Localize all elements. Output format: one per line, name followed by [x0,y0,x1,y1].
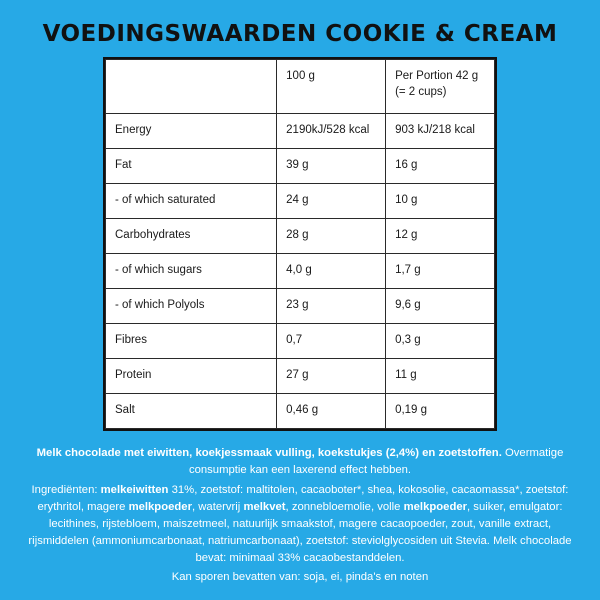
row-label: Fat [106,149,277,184]
legal-text-block [0,445,600,586]
table-row [106,149,495,184]
row-value-100g: 24 g [277,184,386,219]
header-cell-per-100g: 100 g [277,60,386,114]
product-description [26,445,574,479]
table-header-row [106,60,495,114]
row-value-100g: 23 g [277,289,386,324]
row-label: - of which saturated [106,184,277,219]
header-portion-line1: Per Portion 42 g [395,70,479,82]
nutrition-table-container [103,57,497,431]
ingredients-label: Ingrediënten: [31,483,101,496]
product-description-rest: Overmatige consumptie kan een laxerend effect hebben. [188,447,564,476]
row-value-portion: 11 g [386,359,495,394]
row-label: Protein [106,359,277,394]
row-value-100g: 28 g [277,219,386,254]
row-value-portion: 10 g [386,184,495,219]
row-value-100g: 2190kJ/528 kcal [277,114,386,149]
row-value-100g: 0,46 g [277,394,386,429]
ingredients-paragraph [26,482,574,567]
row-value-portion: 12 g [386,219,495,254]
header-portion-line2: (= 2 cups) [395,85,447,98]
row-value-portion: 16 g [386,149,495,184]
ingredients-list: melkeiwitten 31%, zoetstof: maltitolen, cacaoboter*, shea, kokosolie, cacaomassa*, zoetstof: erythritol, magere melkpoeder, watervrij melkvet, zonnebloemolie, volle melkpoeder, suiker, emulgator: lecithines, rijstebloem, maiszetmeel, natuurlijk smaakstof, magere cacaopoeder, zout, vanille extract, rijsmiddelen (ammoniumcarbonaat, natriumcarbonaat), zoetstof: steviolglycosiden uit Stevia. Melk chocolade bevat: minimaal 33% cacaobestanddelen. [28,483,572,564]
table-row [106,219,495,254]
row-label: Salt [106,394,277,429]
row-value-100g: 39 g [277,149,386,184]
table-row [106,289,495,324]
row-value-100g: 27 g [277,359,386,394]
row-value-portion: 0,3 g [386,324,495,359]
allergen-statement: Kan sporen bevatten van: soja, ei, pinda's en noten [171,570,429,583]
row-label: Carbohydrates [106,219,277,254]
row-value-portion: 1,7 g [386,254,495,289]
row-value-portion: 9,6 g [386,289,495,324]
header-cell-empty [106,60,277,114]
table-row [106,184,495,219]
row-label: Energy [106,114,277,149]
table-row [106,254,495,289]
row-label: - of which sugars [106,254,277,289]
row-value-100g: 0,7 [277,324,386,359]
row-label: - of which Polyols [106,289,277,324]
table-row [106,394,495,429]
row-value-portion: 0,19 g [386,394,495,429]
nutrition-table-body [106,60,495,429]
row-label: Fibres [106,324,277,359]
page-title: VOEDINGSWAARDEN COOKIE & CREAM [42,21,558,47]
nutrition-table [105,59,495,429]
header-cell-per-portion [386,60,495,114]
product-description-bold: Melk chocolade met eiwitten, koekjessmaak vulling, koekstukjes (2,4%) en zoetstoffen. [36,447,502,459]
row-value-100g: 4,0 g [277,254,386,289]
table-row [106,324,495,359]
table-row [106,114,495,149]
row-value-portion: 903 kJ/218 kcal [386,114,495,149]
table-row [106,359,495,394]
